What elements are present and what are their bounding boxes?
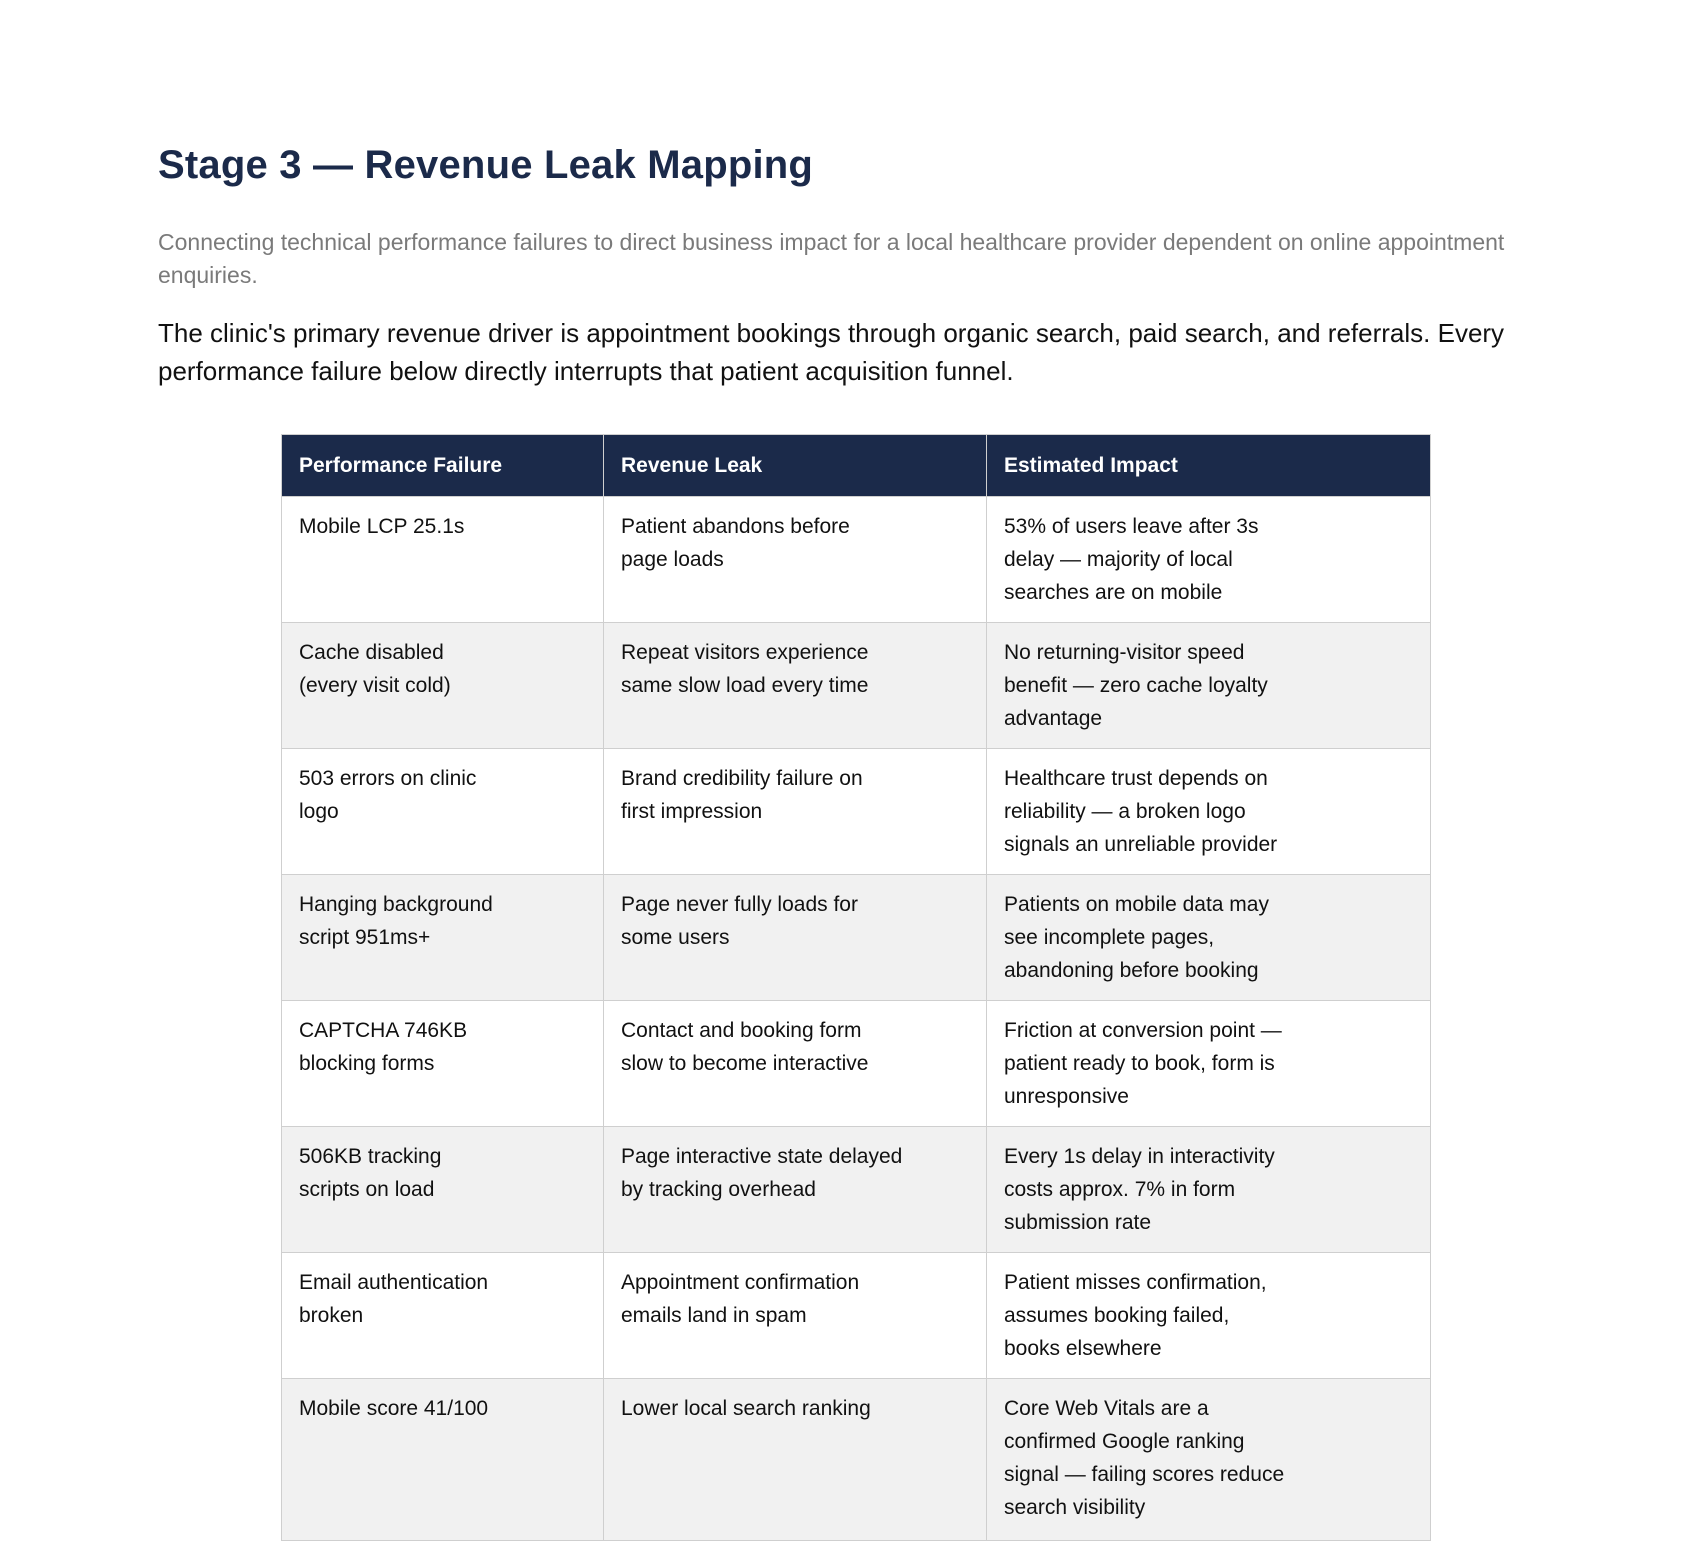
cell-revenue-leak	[604, 1127, 987, 1253]
cell-text: Repeat visitors experience same slow load every time	[621, 641, 869, 697]
cell-estimated-impact	[987, 1127, 1431, 1253]
table-row	[282, 1127, 1431, 1253]
cell-estimated-impact	[987, 1001, 1431, 1127]
cell-performance-failure	[282, 1253, 604, 1379]
cell-estimated-impact	[987, 875, 1431, 1001]
intro-paragraph: The clinic's primary revenue driver is appointment bookings through organic search, paid search, and referrals. Every performance failure below directly interrupts that patient acquisition funnel.	[158, 318, 1505, 386]
cell-estimated-impact	[987, 623, 1431, 749]
cell-text: Lower local search ranking	[621, 1397, 871, 1420]
cell-performance-failure	[282, 875, 604, 1001]
header-performance-failure: Performance Failure	[282, 435, 604, 497]
cell-revenue-leak	[604, 1001, 987, 1127]
cell-revenue-leak	[604, 1253, 987, 1379]
table-row	[282, 1253, 1431, 1379]
revenue-leak-table-container	[281, 434, 1430, 1541]
cell-text: 53% of users leave after 3s delay — majority of local searches are on mobile	[1004, 515, 1259, 604]
document-page	[158, 140, 1558, 390]
cell-text: 506KB tracking scripts on load	[299, 1145, 442, 1201]
cell-revenue-leak	[604, 749, 987, 875]
cell-performance-failure	[282, 1127, 604, 1253]
table-row	[282, 875, 1431, 1001]
cell-performance-failure	[282, 1001, 604, 1127]
cell-performance-failure	[282, 1379, 604, 1541]
cell-text: Brand credibility failure on first impression	[621, 767, 863, 823]
cell-text: Cache disabled (every visit cold)	[299, 641, 451, 697]
cell-text: Patients on mobile data may see incomplete pages, abandoning before booking	[1004, 893, 1269, 982]
table-row	[282, 1001, 1431, 1127]
table-row	[282, 497, 1431, 623]
cell-text: Patient misses confirmation, assumes booking failed, books elsewhere	[1004, 1271, 1267, 1360]
cell-text: 503 errors on clinic logo	[299, 767, 477, 823]
cell-estimated-impact	[987, 1253, 1431, 1379]
cell-text: No returning-visitor speed benefit — zero cache loyalty advantage	[1004, 641, 1268, 730]
cell-text: Page interactive state delayed by tracking overhead	[621, 1145, 903, 1201]
cell-text: Appointment confirmation emails land in spam	[621, 1271, 860, 1327]
cell-text: CAPTCHA 746KB blocking forms	[299, 1019, 468, 1075]
cell-text: Email authentication broken	[299, 1271, 489, 1327]
cell-text: Contact and booking form slow to become interactive	[621, 1019, 869, 1075]
table-row	[282, 623, 1431, 749]
cell-text: Mobile LCP 25.1s	[299, 515, 465, 538]
cell-performance-failure	[282, 623, 604, 749]
cell-text: Page never fully loads for some users	[621, 893, 858, 949]
cell-revenue-leak	[604, 1379, 987, 1541]
table-row	[282, 1379, 1431, 1541]
cell-text: Core Web Vitals are a confirmed Google ranking signal — failing scores reduce search visibility	[1004, 1397, 1285, 1519]
table-row	[282, 749, 1431, 875]
cell-performance-failure	[282, 749, 604, 875]
cell-text: Hanging background script 951ms+	[299, 893, 493, 949]
header-estimated-impact: Estimated Impact	[987, 435, 1431, 497]
cell-text: Every 1s delay in interactivity costs approx. 7% in form submission rate	[1004, 1145, 1275, 1234]
cell-text: Mobile score 41/100	[299, 1397, 489, 1420]
cell-estimated-impact	[987, 749, 1431, 875]
cell-text: Patient abandons before page loads	[621, 515, 850, 571]
cell-text: Healthcare trust depends on reliability — a broken logo signals an unreliable provider	[1004, 767, 1278, 856]
page-title: Stage 3 — Revenue Leak Mapping	[158, 143, 814, 187]
cell-revenue-leak	[604, 497, 987, 623]
cell-revenue-leak	[604, 875, 987, 1001]
cell-estimated-impact	[987, 1379, 1431, 1541]
cell-performance-failure	[282, 497, 604, 623]
revenue-leak-table	[281, 434, 1431, 1541]
cell-estimated-impact	[987, 497, 1431, 623]
table-header-row	[282, 435, 1431, 497]
header-revenue-leak: Revenue Leak	[604, 435, 987, 497]
cell-text: Friction at conversion point — patient ready to book, form is unresponsive	[1004, 1019, 1282, 1108]
cell-revenue-leak	[604, 623, 987, 749]
page-subtitle: Connecting technical performance failures to direct business impact for a local healthcare provider dependent on online appointment enquiries.	[158, 229, 1505, 288]
